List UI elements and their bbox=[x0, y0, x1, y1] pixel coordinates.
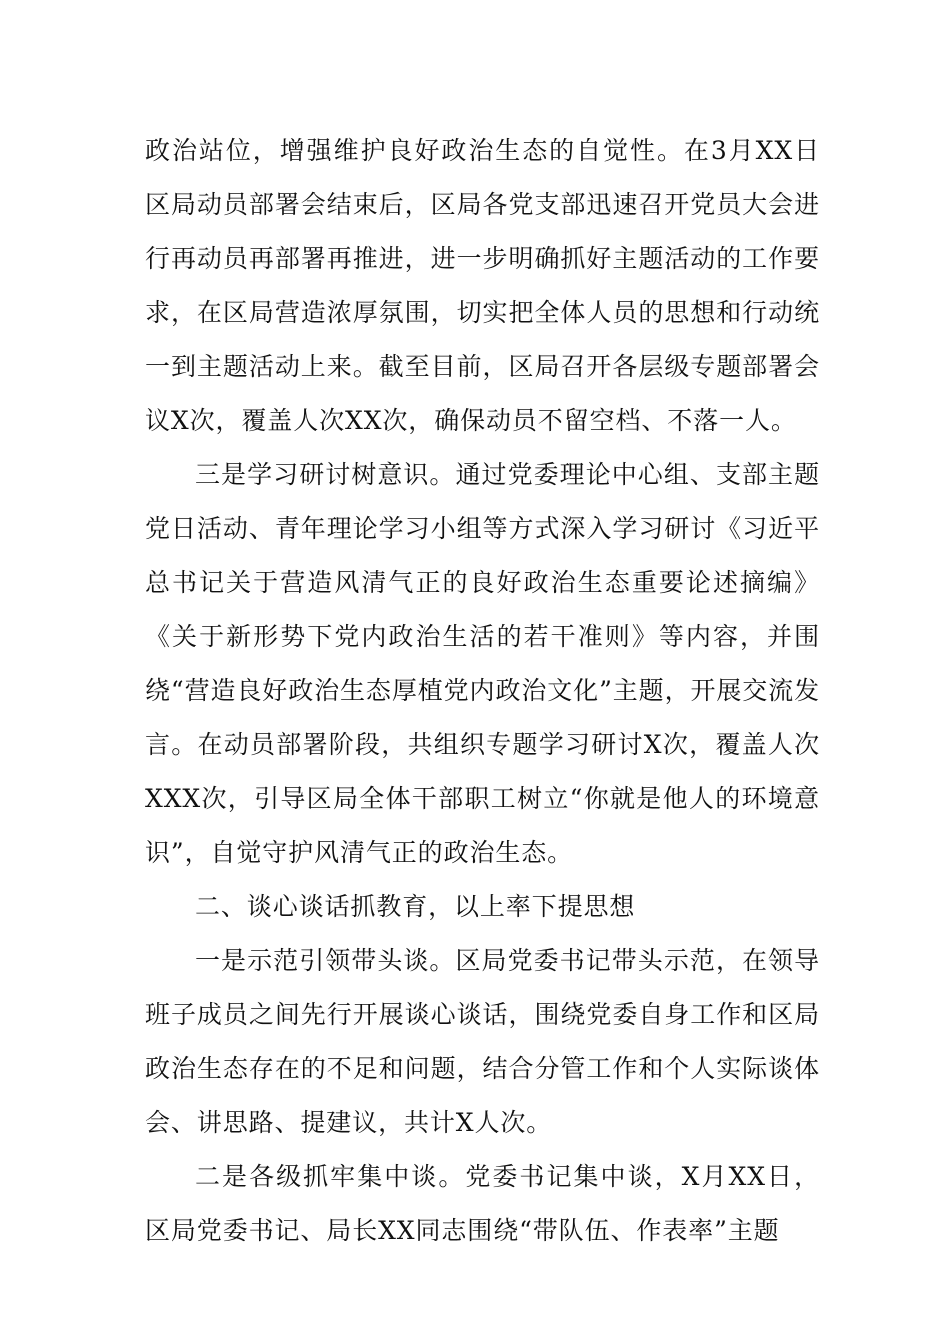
paragraph-study-discussion: 三是学习研讨树意识。通过党委理论中心组、支部主题党日活动、青年理论学习小组等方式深入学习研讨《习近平总书记关于营造风清气正的良好政治生态重要论述摘编》《关于新形势下党内政治生活的若干准则》等内容，并围绕“营造良好政治生态厚植党内政治文化”主题，开展交流发言。在动员部署阶段，共组织专题学习研讨X次，覆盖人次XXX次，引导区局全体干部职工树立“你就是他人的环境意识”，自觉守护风清气正的政治生态。 bbox=[145, 460, 820, 867]
paragraph-centralized-talks: 二是各级抓牢集中谈。党委书记集中谈，X月XX日，区局党委书记、局长XX同志围绕“带队伍、作表率”主题 bbox=[145, 1162, 820, 1245]
paragraph-continuation: 政治站位，增强维护良好政治生态的自觉性。在3月XX日区局动员部署会结束后，区局各党支部迅速召开党员大会进行再动员再部署再推进，进一步明确抓好主题活动的工作要求，在区局营造浓厚氛围，切实把全体人员的思想和行动统一到主题活动上来。截至目前，区局召开各层级专题部署会议X次，覆盖人次XX次，确保动员不留空档、不落一人。 bbox=[145, 136, 820, 435]
paragraph-leading-by-example: 一是示范引领带头谈。区局党委书记带头示范，在领导班子成员之间先行开展谈心谈话，围绕党委自身工作和区局政治生态存在的不足和问题，结合分管工作和个人实际谈体会、讲思路、提建议，共计X人次。 bbox=[145, 946, 820, 1137]
section-heading-heart-to-heart-talks: 二、谈心谈话抓教育，以上率下提思想 bbox=[195, 892, 636, 921]
document-body bbox=[145, 124, 820, 1258]
